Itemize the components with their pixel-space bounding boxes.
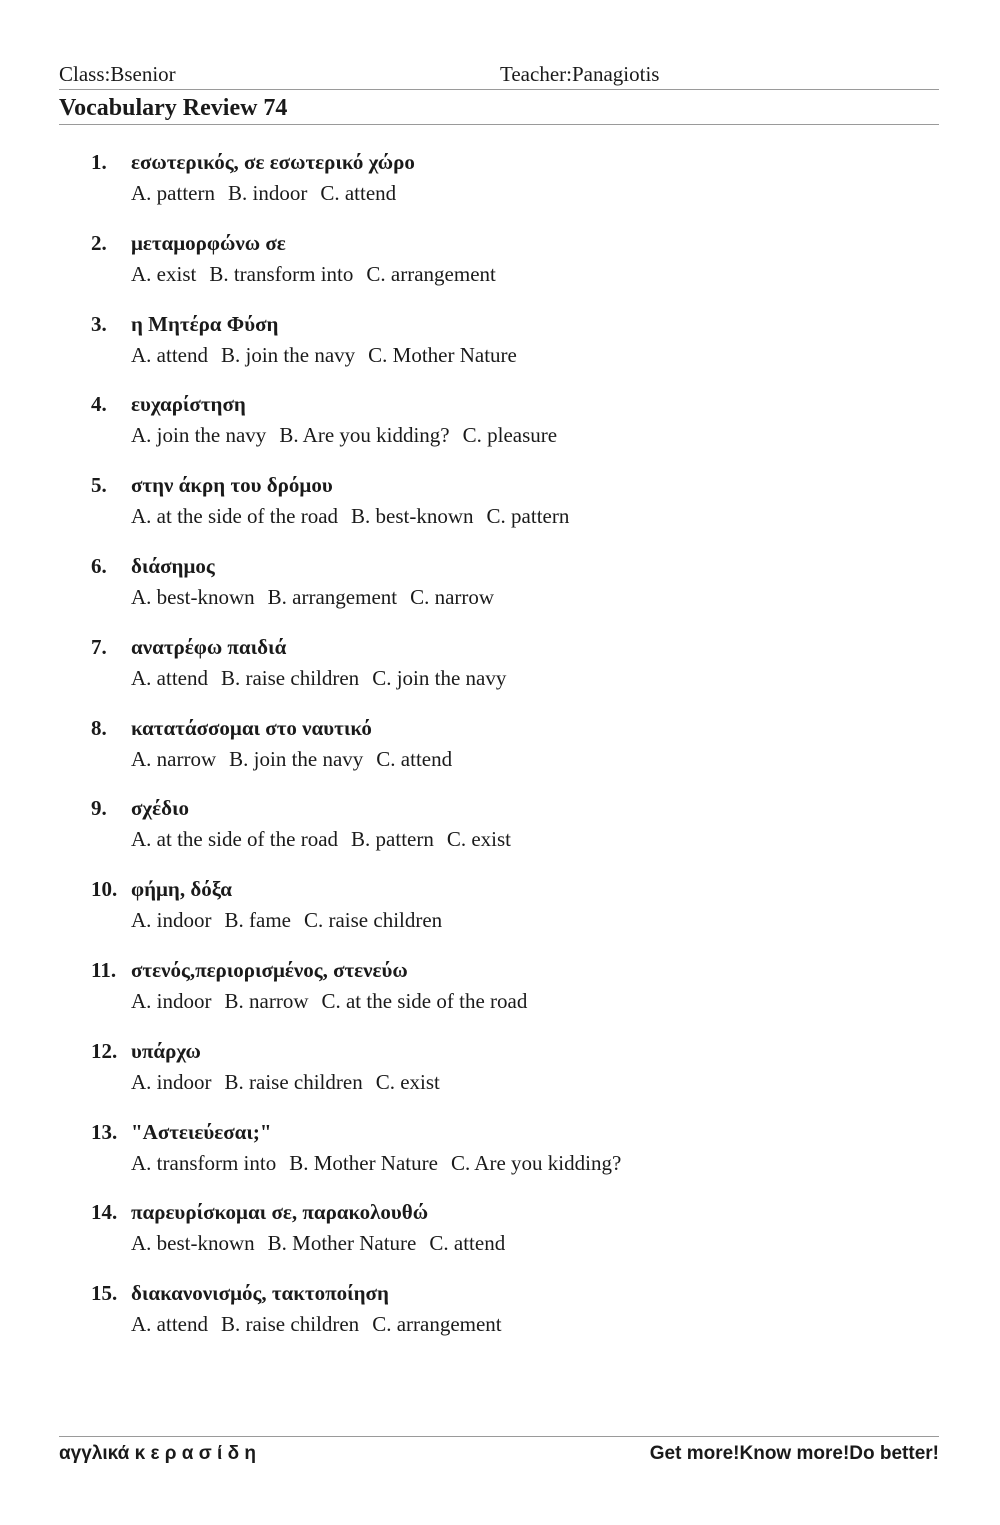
answer-option[interactable]: B. join the navy [229, 746, 364, 771]
answer-option[interactable]: B. Are you kidding? [279, 423, 450, 448]
answer-options [131, 1070, 453, 1095]
answer-option[interactable]: C. join the navy [372, 665, 507, 690]
question-item [91, 1120, 931, 1201]
question-prompt: μεταμορφώνω σε [131, 230, 286, 255]
question-item [91, 1281, 931, 1362]
question-prompt: ανατρέφω παιδιά [131, 634, 287, 659]
question-number: 4. [91, 392, 107, 417]
answer-option[interactable]: A. indoor [131, 1069, 212, 1094]
question-number: 8. [91, 715, 107, 740]
teacher-label: Teacher:Panagiotis [500, 62, 660, 86]
question-number: 12. [91, 1038, 118, 1063]
footer-slogan: Get more!Know more!Do better! [649, 1443, 939, 1464]
answer-option[interactable]: A. transform into [131, 1150, 277, 1175]
answer-option[interactable]: B. join the navy [220, 342, 356, 367]
question-number: 7. [91, 634, 107, 659]
question-item [91, 877, 931, 958]
question-number: 5. [91, 473, 107, 498]
answer-options [131, 1231, 518, 1256]
question-number: 14. [91, 1200, 118, 1225]
page-title: Vocabulary Review 74 [59, 95, 288, 121]
question-number: 15. [91, 1281, 118, 1306]
answer-options [131, 908, 455, 933]
question-number: 3. [91, 311, 107, 336]
answer-option[interactable]: B. pattern [351, 827, 434, 852]
question-prompt: η Μητέρα Φύση [131, 311, 279, 336]
answer-option[interactable]: C. exist [446, 827, 512, 852]
answer-option[interactable]: A. indoor [131, 988, 212, 1013]
question-item [91, 796, 931, 877]
question-item [91, 150, 931, 231]
answer-option[interactable]: C. at the side of the road [321, 988, 528, 1013]
answer-option[interactable]: B. arrangement [267, 584, 398, 609]
question-prompt: υπάρχω [131, 1038, 201, 1063]
question-item [91, 1039, 931, 1120]
question-prompt: στην άκρη του δρόμου [131, 473, 333, 498]
answer-options [131, 343, 530, 368]
question-number: 11. [91, 957, 117, 982]
answer-option[interactable]: C. pleasure [462, 423, 558, 448]
answer-options [131, 585, 507, 610]
header-row [59, 62, 939, 90]
question-number: 6. [91, 553, 107, 578]
question-item [91, 716, 931, 797]
question-number: 1. [91, 150, 107, 174]
answer-options [131, 747, 465, 772]
answer-option[interactable]: C. narrow [410, 584, 495, 609]
answer-option[interactable]: C. arrangement [366, 261, 496, 286]
answer-options [131, 1151, 634, 1176]
answer-option[interactable]: B. raise children [220, 665, 360, 690]
answer-option[interactable]: C. raise children [303, 908, 443, 933]
answer-option[interactable]: B. raise children [220, 1312, 360, 1337]
answer-option[interactable]: A. join the navy [131, 423, 267, 448]
question-prompt: φήμη, δόξα [131, 877, 232, 902]
title-row [59, 94, 939, 125]
answer-option[interactable]: B. Mother Nature [267, 1231, 417, 1256]
answer-option[interactable]: A. attend [131, 665, 208, 690]
answer-options [131, 989, 540, 1014]
answer-option[interactable]: A. narrow [131, 746, 217, 771]
question-item [91, 392, 931, 473]
answer-options [131, 827, 524, 852]
answer-option[interactable]: A. pattern [131, 181, 215, 205]
answer-option[interactable]: B. raise children [224, 1069, 363, 1094]
question-prompt: κατατάσσομαι στο ναυτικό [131, 715, 372, 740]
question-number: 13. [91, 1119, 118, 1144]
answer-option[interactable]: C. Are you kidding? [450, 1150, 622, 1175]
answer-options [131, 1312, 515, 1337]
answer-option[interactable]: C. pattern [486, 504, 570, 529]
answer-option[interactable]: B. transform into [209, 261, 354, 286]
question-item [91, 958, 931, 1039]
question-list [91, 150, 931, 1362]
answer-options [131, 666, 519, 691]
answer-option[interactable]: C. Mother Nature [368, 342, 517, 367]
question-item [91, 231, 931, 312]
answer-option[interactable]: A. attend [131, 1312, 208, 1337]
answer-option[interactable]: A. at the side of the road [131, 504, 339, 529]
answer-option[interactable]: A. best-known [131, 1231, 255, 1256]
question-prompt: στενός,περιορισμένος, στενεύω [131, 957, 408, 982]
question-number: 2. [91, 230, 107, 255]
answer-option[interactable]: C. exist [375, 1069, 440, 1094]
answer-option[interactable]: A. best-known [131, 584, 255, 609]
answer-option[interactable]: B. indoor [227, 181, 308, 205]
question-prompt: ευχαρίστηση [131, 392, 246, 417]
question-prompt: "Αστειεύεσαι;" [131, 1119, 272, 1144]
answer-option[interactable]: B. fame [224, 908, 291, 933]
answer-options [131, 262, 509, 287]
answer-option[interactable]: A. at the side of the road [131, 827, 339, 852]
question-item [91, 473, 931, 554]
question-prompt: διακανονισμός, τακτοποίηση [131, 1281, 389, 1306]
question-prompt: παρευρίσκομαι σε, παρακολουθώ [131, 1200, 429, 1225]
footer [59, 1436, 939, 1477]
answer-option[interactable]: B. best-known [351, 504, 474, 529]
question-item [91, 635, 931, 716]
footer-brand: αγγλικά κ ε ρ α σ ί δ η [59, 1443, 256, 1464]
question-prompt: εσωτερικός, σε εσωτερικό χώρο [131, 150, 415, 174]
answer-option[interactable]: C. attend [376, 746, 453, 771]
question-item [91, 312, 931, 393]
answer-option[interactable]: B. Mother Nature [289, 1150, 438, 1175]
answer-options [131, 181, 409, 206]
question-prompt: σχέδιο [131, 796, 190, 821]
class-label: Class:Bsenior [59, 62, 176, 86]
answer-option[interactable]: A. attend [131, 342, 208, 367]
question-prompt: διάσημος [131, 553, 215, 578]
question-number: 10. [91, 877, 118, 902]
answer-option[interactable]: C. attend [429, 1231, 506, 1256]
answer-options [131, 423, 570, 448]
answer-option[interactable]: C. arrangement [372, 1312, 502, 1337]
answer-options [131, 504, 582, 529]
question-number: 9. [91, 796, 107, 821]
answer-option[interactable]: C. attend [320, 181, 397, 205]
answer-option[interactable]: A. indoor [131, 908, 212, 933]
answer-option[interactable]: B. narrow [224, 988, 309, 1013]
question-item [91, 1200, 931, 1281]
answer-option[interactable]: A. exist [131, 261, 197, 286]
question-item [91, 554, 931, 635]
